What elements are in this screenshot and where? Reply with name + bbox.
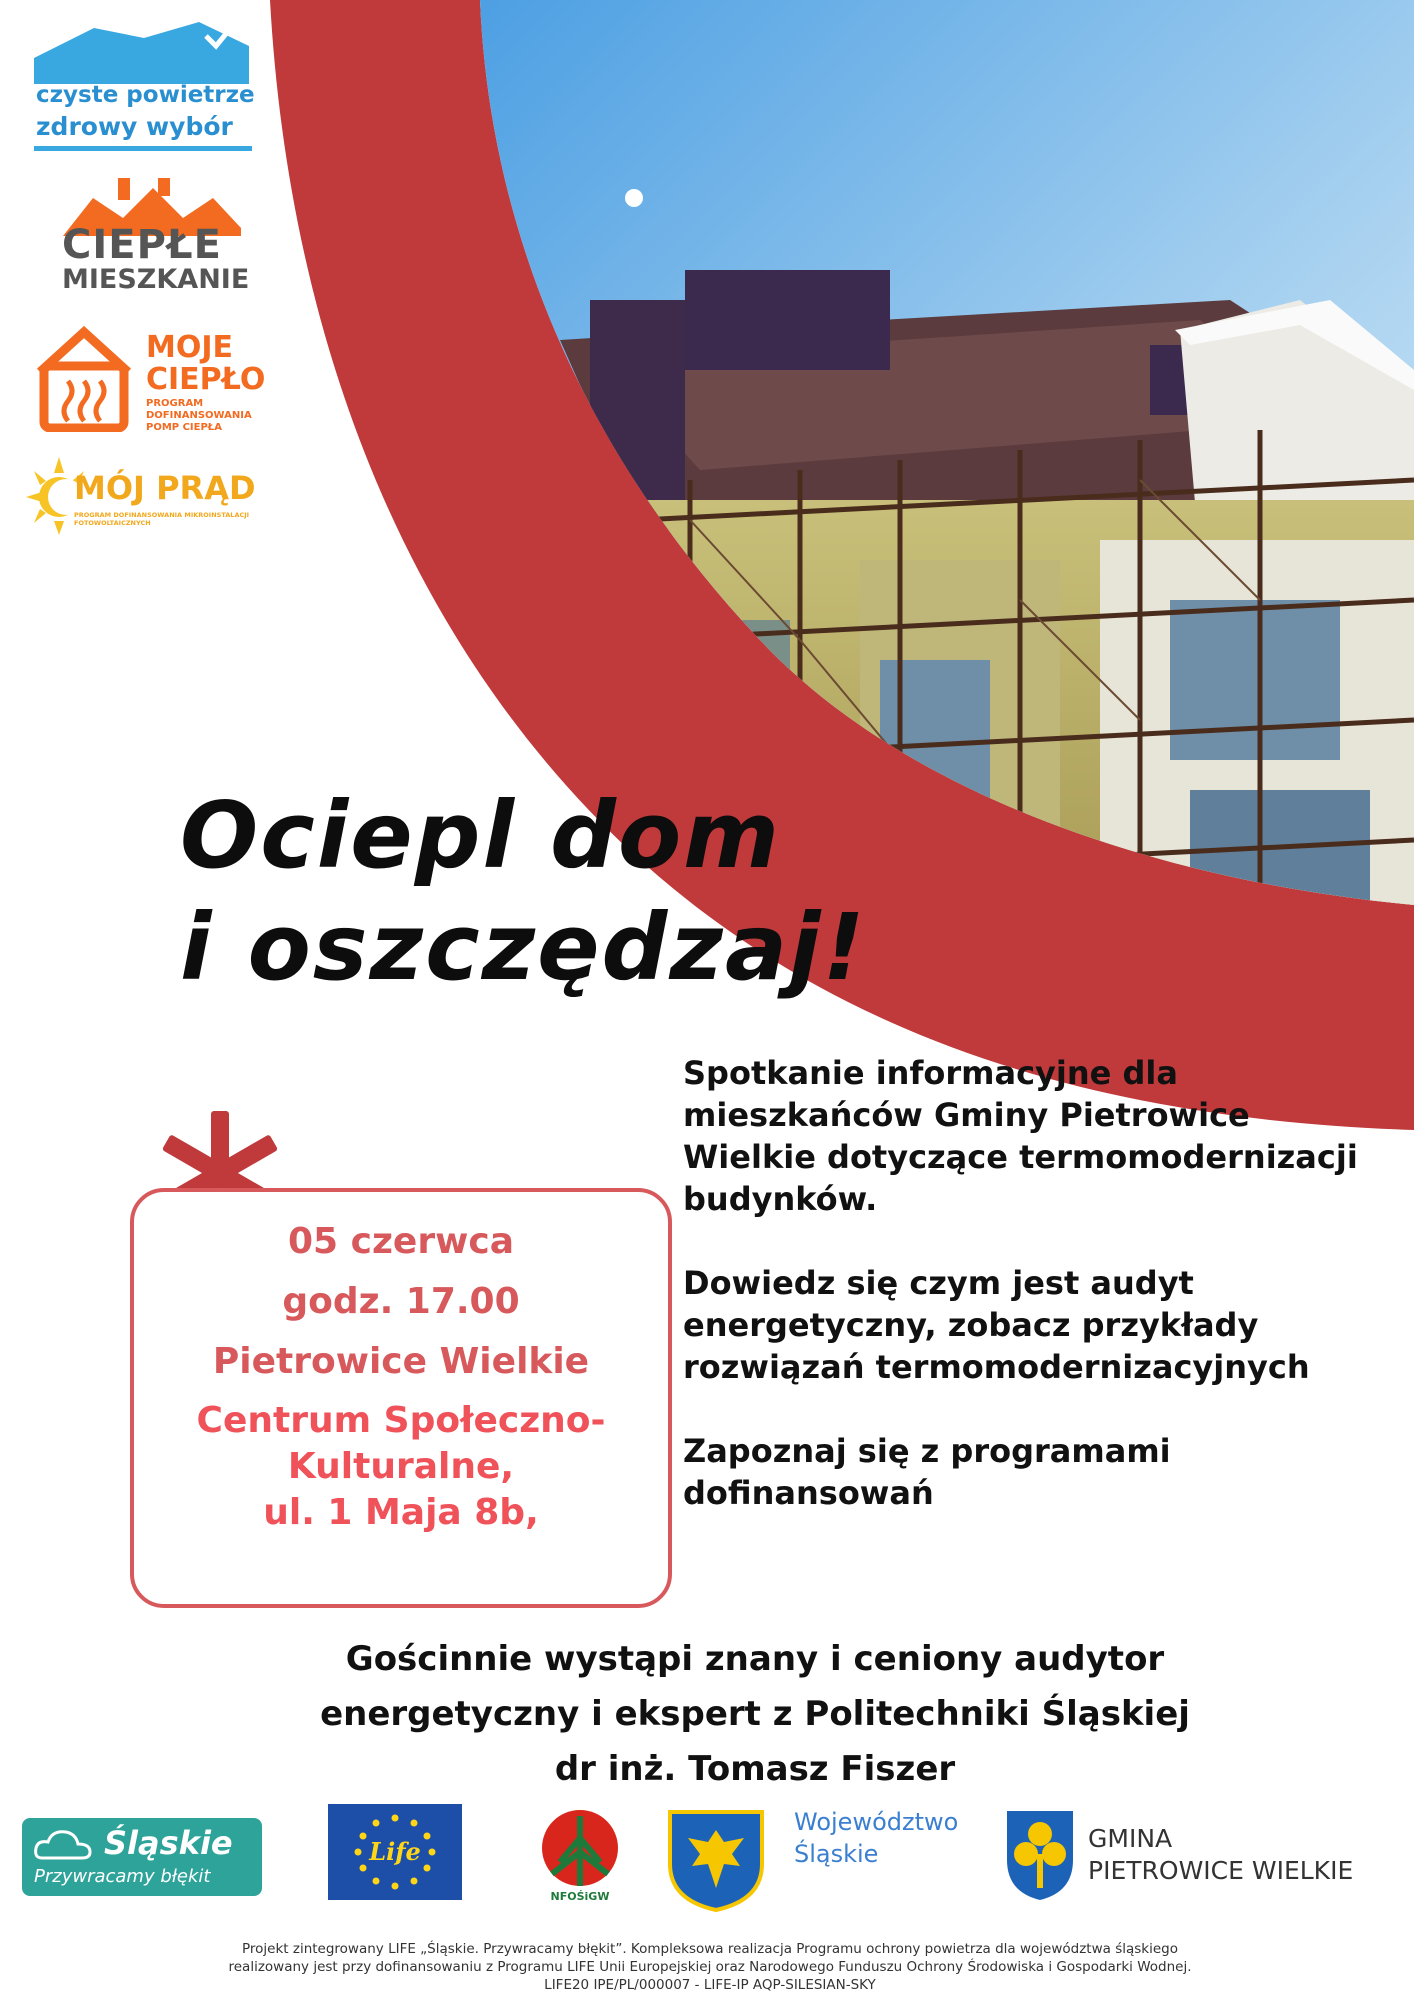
event-place: Pietrowice Wielkie — [212, 1341, 590, 1382]
logo-underline — [34, 146, 252, 151]
guest-name: dr inż. Tomasz Fiszer — [554, 1749, 956, 1789]
life-label: Life — [369, 1837, 421, 1866]
eagle-shield-icon — [666, 1808, 766, 1912]
footer — [60, 1940, 1360, 1994]
shamrock-shield-icon — [1004, 1808, 1076, 1902]
logo-line2: Śląskie — [794, 1840, 879, 1868]
footer-line2: realizowany jest przy dofinansowaniu z Programu LIFE Unii Europejskiej oraz Narodowego Funduszu Ochrony Środowiska i Gospodarki Wodnej. — [228, 1959, 1192, 1975]
nfosigw-label: NFOŚiGW — [550, 1890, 610, 1903]
logo-wojewodztwo-slaskie — [666, 1808, 986, 1912]
logo-line2: MIESZKANIE — [62, 264, 250, 295]
logo-sub2: FOTOWOLTAICZNYCH — [74, 519, 151, 527]
headline-line1: Ociepl dom — [180, 782, 782, 889]
logo-sub1: PROGRAM DOFINANSOWANIA MIKROINSTALACJI — [74, 511, 250, 519]
logo-czyste-powietrze — [34, 18, 264, 158]
headline-line2: i oszczędzaj! — [180, 894, 867, 1001]
logo-cieple-mieszkanie — [58, 178, 248, 298]
logo-moj-prad — [24, 455, 294, 535]
info-paragraph-programs: Zapoznaj się z programami dofinansowań — [683, 1432, 1171, 1512]
logo-line2: PIETROWICE WIELKIE — [1088, 1856, 1354, 1885]
tree-icon — [538, 1808, 622, 1888]
guest-line1: Gościnnie wystąpi znany i ceniony audytor — [345, 1639, 1165, 1679]
logo-line2: Przywracamy błękit — [34, 1866, 211, 1887]
logo-line1: czyste powietrze — [36, 82, 255, 108]
event-address: ul. 1 Maja 8b, — [263, 1492, 539, 1533]
event-venue-line2: Kulturalne, — [287, 1446, 515, 1487]
logo-line1: Województwo — [794, 1808, 959, 1836]
logo-sub3: POMP CIEPŁA — [146, 422, 222, 433]
guest-line2: energetyczny i ekspert z Politechniki Śląskiej — [320, 1694, 1190, 1734]
logo-line1: Śląskie — [104, 1824, 233, 1862]
cloud-icon — [34, 1828, 98, 1862]
logo-sub1: PROGRAM — [146, 398, 204, 409]
logo-line1: CIEPŁE — [62, 222, 222, 268]
footer-line3: LIFE20 IPE/PL/000007 - LIFE-IP AQP-SILESIAN-SKY — [544, 1977, 876, 1993]
logo-eu-life — [328, 1804, 462, 1900]
house-heat-icon — [34, 326, 134, 432]
event-time: godz. 17.00 — [282, 1281, 520, 1322]
logo-moje-cieplo — [34, 326, 274, 436]
logo-line1: GMINA — [1088, 1824, 1173, 1853]
event-details — [130, 1212, 672, 1536]
logo-line2: CIEPŁO — [146, 362, 266, 397]
logo-sub2: DOFINANSOWANIA — [146, 410, 252, 421]
footer-line1: Projekt zintegrowany LIFE „Śląskie. Przywracamy błękit”. Kompleksowa realizacja Programu ochrony powietrza dla województwa śląskiego — [241, 1941, 1178, 1957]
logo-line1: MOJE — [146, 330, 234, 365]
info-paragraph-meeting: Spotkanie informacyjne dla mieszkańców Gminy Pietrowice Wielkie dotyczące termomodernizacji budynków. — [683, 1054, 1358, 1218]
event-date: 05 czerwca — [288, 1221, 514, 1262]
info-section — [683, 1052, 1373, 1556]
logo-slaskie — [22, 1818, 262, 1896]
logo-gmina — [1004, 1808, 1394, 1904]
house-roof-icon — [34, 18, 254, 84]
event-venue-line1: Centrum Społeczno- — [196, 1400, 606, 1441]
info-paragraph-audit: Dowiedz się czym jest audyt energetyczny, zobacz przykłady rozwiązań termomodernizacyjnych — [683, 1264, 1310, 1386]
logo-line2: zdrowy wybór — [36, 112, 233, 141]
logo-nfosigw — [538, 1808, 622, 1908]
logo-title: MÓJ PRĄD — [74, 469, 256, 507]
guest-section — [200, 1632, 1310, 1797]
headline — [180, 780, 867, 1004]
